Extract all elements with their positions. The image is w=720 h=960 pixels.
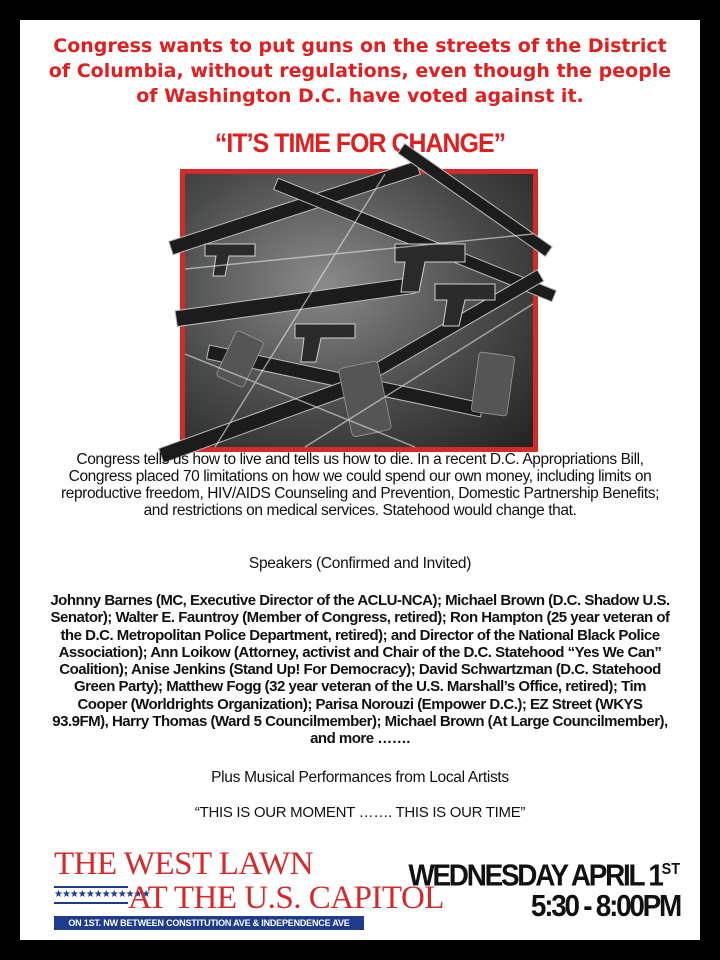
closing-quote: “THIS IS OUR MOMENT ……. THIS IS OUR TIME” bbox=[194, 804, 526, 821]
headline: Congress wants to put guns on the streets of the District of Columbia, without regulations, even though the people of Washington D.C. have voted against it. bbox=[48, 35, 672, 107]
venue-address: ON 1ST. NW BETWEEN CONSTITUTION AVE & INDEPENDENCE AVE bbox=[54, 916, 364, 930]
body-paragraph: Congress tells us how to live and tells us how to die. In a recent D.C. Appropriations Bill, Congress placed 70 limitations on how we could spend our own money, including limits on reproductive freedom, HIV/AIDS Counseling and Prevention, Domestic Partnership Benefits; and restrictions on medical services. Statehood would change that. bbox=[60, 451, 660, 519]
speakers-heading: Speakers (Confirmed and Invited) bbox=[248, 555, 472, 572]
speakers-list: Johnny Barnes (MC, Executive Director of the ACLU-NCA); Michael Brown (D.C. Shadow U.S. Senator); Walter E. Fauntroy (Member of Congress, retired); Ron Hampton (25 year veteran of the D.C. Metropolitan Police Department, retired); and Director of the National Black Police Association); Ann Loikow (Attorney, activist and Chair of the D.C. Statehood “Yes We Can” Coalition); Anise Jenkins (Stand Up! For Democracy); David Schwartzman (D.C. Statehood Green Party); Matthew Fogg (32 year veteran of the U.S. Marshall’s Office, retired); Tim Cooper (Worldrights Organization); Parisa Norouzi (Empower D.C.); EZ Street (WKYS 93.9FM), Harry Thomas (Ward 5 Councilmember); Michael Brown (At Large Councilmember), and more ……. bbox=[50, 592, 670, 748]
musical-performances: Plus Musical Performances from Local Artists bbox=[211, 769, 509, 786]
logo-line2: AT THE U.S. CAPITOL bbox=[128, 880, 444, 916]
logo-line1: THE WEST LAWN bbox=[54, 846, 314, 882]
stars-icon: ★★★★★★★★★★★★ bbox=[54, 886, 128, 904]
guns-photo bbox=[185, 174, 533, 447]
flyer bbox=[20, 20, 700, 940]
event-date-suffix: ST bbox=[661, 861, 680, 878]
event-date bbox=[392, 852, 680, 892]
event-date-text: WEDNESDAY APRIL 1 bbox=[408, 857, 662, 893]
venue-logo bbox=[30, 846, 444, 934]
slogan: “IT’S TIME FOR CHANGE” bbox=[214, 128, 506, 158]
guns-photo-illustration bbox=[185, 174, 533, 447]
photo-frame bbox=[180, 169, 538, 452]
event-time: 5:30 - 8:00PM bbox=[530, 888, 680, 923]
